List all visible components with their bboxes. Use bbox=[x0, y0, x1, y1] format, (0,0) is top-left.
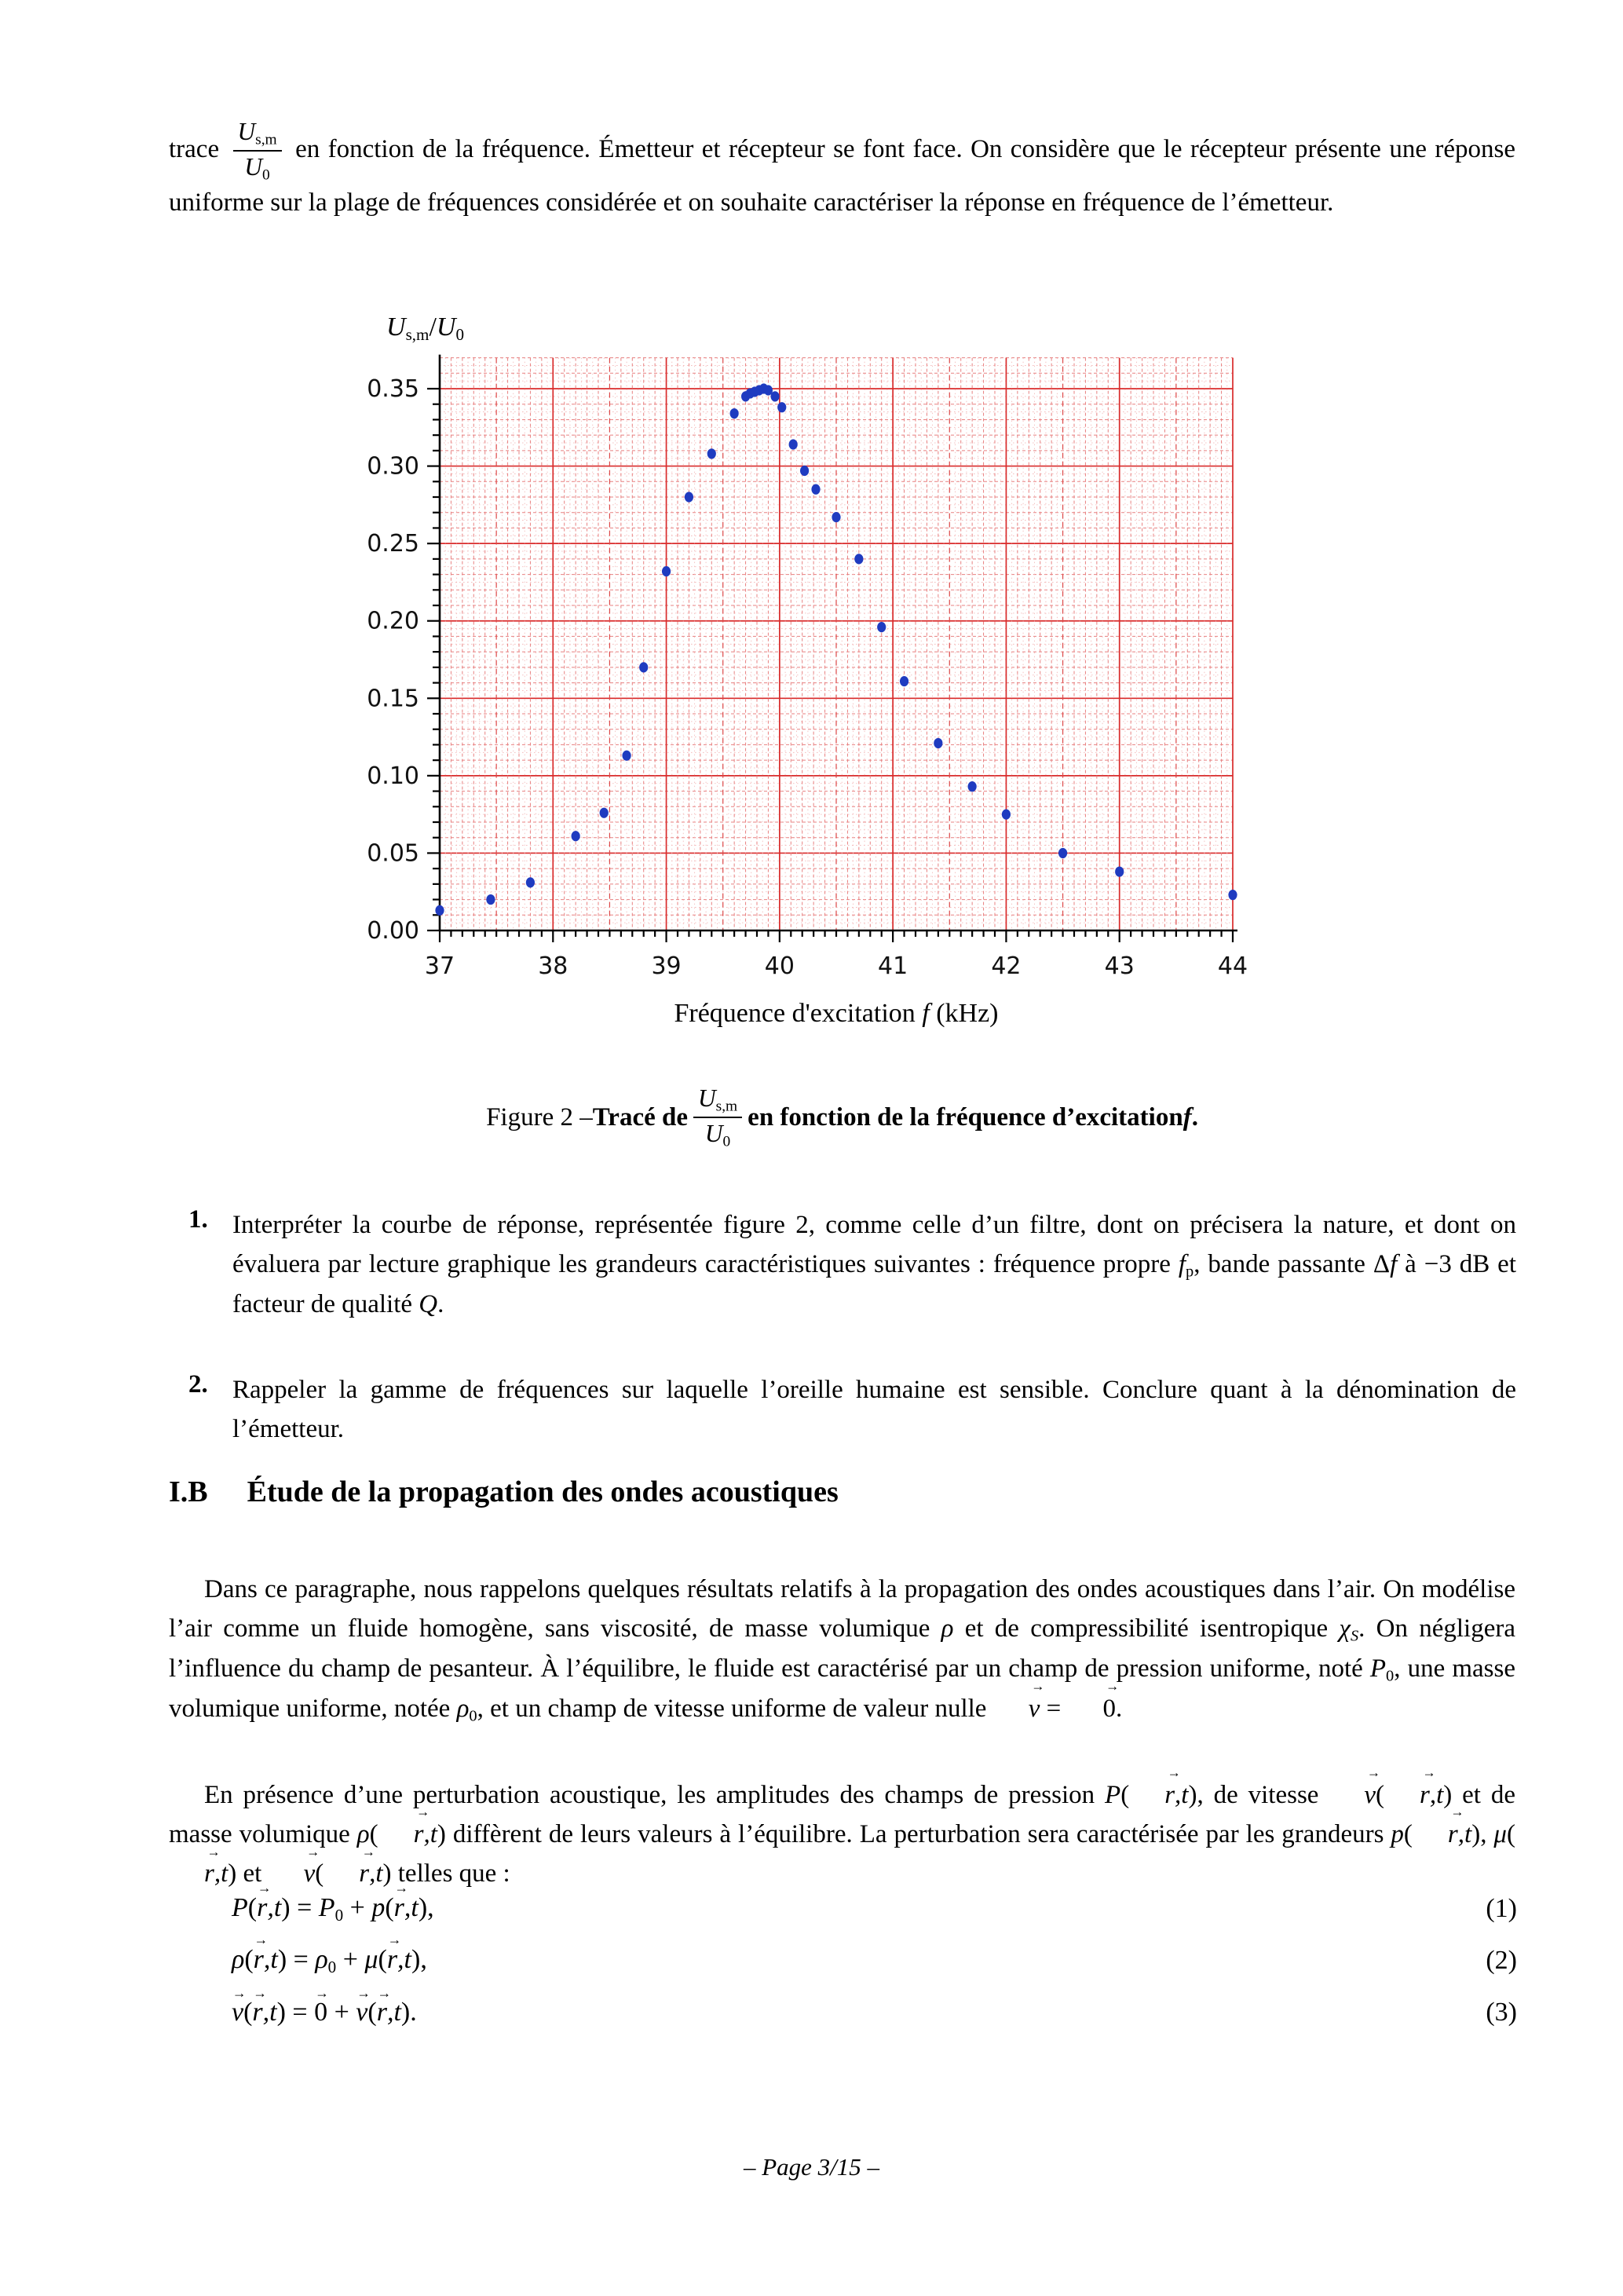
data-point bbox=[526, 877, 535, 887]
text-run: ( bbox=[315, 1859, 324, 1888]
question-text bbox=[232, 1370, 1516, 1449]
text-run: ,t bbox=[1429, 1781, 1444, 1809]
data-point bbox=[968, 781, 977, 792]
text-run: ( bbox=[1507, 1820, 1515, 1849]
data-point bbox=[486, 894, 495, 905]
text-run: ,t bbox=[263, 1944, 278, 1974]
data-point bbox=[854, 554, 863, 564]
text-run: . bbox=[1115, 1694, 1123, 1723]
text-run: diffèrent de leurs valeurs à l’équilibre. La perturbation sera caractérisée par les grandeurs bbox=[445, 1820, 1391, 1849]
text-run: ρ bbox=[315, 1944, 328, 1974]
x-tick-label: 41 bbox=[878, 952, 908, 980]
text-run: U bbox=[386, 313, 406, 342]
data-point bbox=[1002, 810, 1011, 820]
text-run: 0 bbox=[455, 324, 464, 344]
text-run: ,t bbox=[262, 1998, 277, 2027]
text-run: en fonction de la fréquence. Émetteur et récepteur se font face. On considère que le récepteur présente une réponse uniforme sur la plage de fréquences considérée et on souhaite caractériser la réponse en fréquence de l’émetteur. bbox=[169, 135, 1515, 217]
text-run: S bbox=[1350, 1627, 1359, 1645]
text-run: U bbox=[237, 118, 256, 145]
text-run: + bbox=[327, 1998, 356, 2027]
fraction bbox=[693, 1085, 742, 1150]
text-run: 0 → bbox=[1067, 1689, 1116, 1728]
text-run: 0 bbox=[469, 1707, 477, 1725]
text-run: ,t bbox=[369, 1859, 383, 1888]
text-run: Rappeler la gamme de fréquences sur laquelle l’oreille humaine est sensible. Conclure quant à la dénomination de l’émetteur. bbox=[232, 1376, 1516, 1444]
text-run: . bbox=[1191, 1102, 1198, 1132]
equation-body bbox=[232, 1893, 434, 1925]
text-run: r → bbox=[324, 1854, 369, 1893]
text-run: ( bbox=[1375, 1781, 1384, 1809]
data-point bbox=[600, 808, 609, 818]
text-run: f bbox=[1183, 1102, 1192, 1132]
text-run: 0 bbox=[334, 1905, 344, 1925]
figure-chart bbox=[338, 306, 1319, 989]
data-point bbox=[800, 466, 809, 476]
y-tick-label: 0.25 bbox=[367, 530, 419, 558]
text-run: En présence d’une perturbation acoustique, les amplitudes des champs de pression bbox=[204, 1781, 1106, 1809]
text-run: en fonction de la fréquence d’excitation bbox=[748, 1102, 1183, 1132]
x-tick-label: 38 bbox=[538, 952, 568, 980]
data-point bbox=[1058, 848, 1067, 858]
data-point bbox=[685, 492, 693, 502]
section-number: I.B bbox=[169, 1475, 208, 1508]
x-tick-label: 39 bbox=[651, 952, 682, 980]
text-run: trace bbox=[169, 135, 228, 163]
text-run: s,m bbox=[715, 1098, 738, 1115]
text-run: f bbox=[922, 999, 930, 1028]
data-point bbox=[707, 448, 716, 459]
text-run: r → bbox=[1384, 1775, 1430, 1815]
text-run: ), bbox=[418, 1892, 434, 1922]
equation-label: (1) bbox=[1486, 1894, 1517, 1923]
data-point bbox=[639, 662, 648, 672]
text-run: v → bbox=[993, 1689, 1040, 1728]
text-run: r → bbox=[257, 1893, 267, 1923]
text-run: ( bbox=[1403, 1820, 1413, 1849]
section-title: Étude de la propagation des ondes acoustiques bbox=[247, 1475, 839, 1508]
equation-2 bbox=[232, 1935, 1517, 1987]
text-run: , de vitesse bbox=[1197, 1781, 1329, 1809]
question-text bbox=[232, 1205, 1516, 1324]
data-point bbox=[730, 408, 739, 419]
text-run: ) bbox=[1443, 1781, 1453, 1809]
text-run: f bbox=[1178, 1250, 1186, 1279]
text-run: ,t bbox=[423, 1820, 437, 1849]
x-tick-label: 43 bbox=[1104, 952, 1135, 980]
question-2 bbox=[188, 1370, 1516, 1449]
text-run: ) = bbox=[281, 1892, 319, 1922]
x-tick-label: 44 bbox=[1217, 952, 1248, 980]
text-run: Q bbox=[419, 1289, 438, 1318]
text-run: r → bbox=[1129, 1775, 1175, 1815]
equation-label: (3) bbox=[1486, 1998, 1517, 2027]
x-tick-label: 37 bbox=[424, 952, 455, 980]
x-axis-label bbox=[338, 999, 1335, 1029]
figure-caption bbox=[169, 1085, 1515, 1150]
text-run: r → bbox=[387, 1945, 397, 1975]
equation-1 bbox=[232, 1883, 1517, 1935]
text-run: . bbox=[437, 1289, 444, 1318]
text-run: r → bbox=[378, 1815, 424, 1854]
x-tick-label: 42 bbox=[991, 952, 1022, 980]
text-run: v → bbox=[232, 1998, 243, 2027]
y-tick-label: 0.20 bbox=[367, 607, 419, 635]
text-run: 0 bbox=[1386, 1667, 1395, 1685]
text-run: (kHz) bbox=[929, 999, 999, 1028]
data-point bbox=[770, 391, 779, 401]
equation-body bbox=[232, 1998, 417, 2027]
text-run: r → bbox=[252, 1998, 262, 2027]
y-tick-label: 0.35 bbox=[367, 375, 419, 404]
y-tick-label: 0.00 bbox=[367, 917, 419, 945]
text-run: ( bbox=[247, 1892, 258, 1922]
data-point bbox=[877, 622, 886, 632]
page-footer: – Page 3/15 – bbox=[743, 2153, 880, 2181]
data-point bbox=[1115, 866, 1124, 876]
text-run: ρ bbox=[456, 1694, 470, 1723]
text-run: , une masse volumique uniforme, notée bbox=[169, 1654, 1515, 1723]
text-run: ) bbox=[382, 1859, 392, 1888]
y-tick-label: 0.10 bbox=[367, 762, 419, 790]
text-run: p bbox=[371, 1892, 386, 1922]
text-run: . On négligera l’influence du champ de pesanteur. À l’équilibre, le fluide est caractérisé par un champ de pression uniforme, noté bbox=[169, 1614, 1515, 1683]
data-point bbox=[934, 738, 942, 748]
text-run: ) bbox=[228, 1859, 237, 1888]
text-run: + bbox=[336, 1944, 365, 1974]
data-point bbox=[811, 484, 820, 495]
equation-body bbox=[232, 1945, 427, 1977]
text-run: Figure 2 – bbox=[486, 1102, 593, 1132]
text-run: / bbox=[429, 313, 437, 342]
text-run: ) = bbox=[276, 1998, 315, 2027]
text-run: p bbox=[1186, 1263, 1194, 1281]
text-run: P bbox=[1105, 1781, 1121, 1809]
text-run: ,t bbox=[214, 1859, 228, 1888]
text-run: ( bbox=[378, 1944, 387, 1974]
paragraph-acoustics-1 bbox=[169, 1570, 1515, 1729]
text-run: , et un champ de vitesse uniforme de valeur nulle bbox=[477, 1694, 993, 1723]
text-run: 0 bbox=[262, 166, 270, 184]
data-point bbox=[622, 751, 631, 761]
text-run: μ bbox=[364, 1944, 378, 1974]
text-run: s,m bbox=[405, 324, 430, 344]
text-run: U bbox=[436, 313, 456, 342]
data-point bbox=[435, 905, 444, 916]
question-number: 1. bbox=[188, 1205, 208, 1234]
text-run: ( bbox=[243, 1998, 253, 2027]
text-run: ,t bbox=[397, 1944, 411, 1974]
text-run: Interpréter la courbe de réponse, représentée figure 2, comme celle d’un filtre, dont on précisera la nature, et dont on évaluera par lecture graphique les grandeurs caractéristiques suivantes : fréquence propre bbox=[232, 1211, 1516, 1279]
text-run: v → bbox=[356, 1998, 367, 2027]
fraction bbox=[233, 119, 282, 184]
text-run: r → bbox=[254, 1945, 264, 1975]
response-curve-chart bbox=[338, 306, 1319, 989]
text-run: ,t bbox=[1175, 1781, 1189, 1809]
text-run: μ bbox=[1493, 1820, 1507, 1849]
text-run: P bbox=[232, 1892, 248, 1922]
x-tick-label: 40 bbox=[764, 952, 795, 980]
text-run: ,t bbox=[386, 1998, 401, 2027]
text-run: f bbox=[1390, 1250, 1398, 1279]
section-heading bbox=[169, 1475, 839, 1509]
text-run: ρ bbox=[356, 1820, 370, 1849]
text-run: U bbox=[704, 1120, 723, 1148]
text-run: P bbox=[318, 1892, 335, 1922]
equation-label: (2) bbox=[1486, 1946, 1517, 1975]
text-run: 0 bbox=[722, 1133, 731, 1150]
text-run: = bbox=[1040, 1694, 1068, 1723]
text-run: ( bbox=[369, 1820, 378, 1849]
y-tick-label: 0.05 bbox=[367, 839, 419, 868]
text-run: Tracé de bbox=[592, 1102, 688, 1132]
text-run: r → bbox=[1413, 1815, 1458, 1854]
data-point bbox=[662, 566, 671, 576]
text-run: ρ bbox=[941, 1614, 954, 1643]
text-run: + bbox=[343, 1892, 372, 1922]
equation-block bbox=[232, 1883, 1517, 2038]
text-run: s,m bbox=[255, 131, 277, 148]
text-run: ,t bbox=[267, 1892, 282, 1922]
text-run: v → bbox=[1329, 1775, 1376, 1815]
text-run: Fréquence d'excitation bbox=[674, 999, 923, 1028]
question-number: 2. bbox=[188, 1370, 208, 1398]
text-run: ( bbox=[244, 1944, 254, 1974]
text-run: ) bbox=[1188, 1781, 1197, 1809]
text-run: ,t bbox=[1457, 1820, 1472, 1849]
text-run: χ bbox=[1339, 1614, 1351, 1643]
text-run: ρ bbox=[232, 1944, 245, 1974]
text-run: P bbox=[1369, 1654, 1387, 1683]
data-point bbox=[900, 676, 908, 686]
text-run: à −3 dB et facteur de qualité bbox=[232, 1250, 1516, 1318]
text-run: p bbox=[1391, 1820, 1404, 1849]
text-run: ( bbox=[1120, 1781, 1130, 1809]
text-run: ,t bbox=[404, 1892, 419, 1922]
text-run: v → bbox=[269, 1854, 316, 1893]
text-run: telles que : bbox=[391, 1859, 510, 1888]
text-run: r → bbox=[394, 1893, 404, 1923]
text-run: et de compressibilité isentropique bbox=[953, 1614, 1340, 1643]
text-run: U bbox=[698, 1084, 716, 1112]
intro-paragraph bbox=[169, 119, 1515, 222]
text-run: ), bbox=[411, 1944, 427, 1974]
text-run: r → bbox=[169, 1854, 214, 1893]
text-run: ( bbox=[367, 1998, 377, 2027]
text-run: , bande passante Δ bbox=[1193, 1250, 1391, 1279]
text-run: Dans ce paragraphe, nous rappelons quelques résultats relatifs à la propagation des ondes acoustiques dans l’air. On modélise l’air comme un fluide homogène, sans viscosité, de masse volumique bbox=[169, 1575, 1515, 1643]
text-run: et bbox=[236, 1859, 269, 1888]
data-point bbox=[832, 512, 840, 522]
question-1 bbox=[188, 1205, 1516, 1324]
text-run: ) bbox=[437, 1820, 446, 1849]
data-point bbox=[789, 439, 798, 449]
y-tick-label: 0.15 bbox=[367, 685, 419, 713]
text-run: U bbox=[244, 153, 263, 181]
text-run: et de masse volumique bbox=[169, 1781, 1515, 1849]
paragraph-acoustics-2 bbox=[169, 1775, 1515, 1893]
text-run: ) bbox=[1471, 1820, 1481, 1849]
equation-3 bbox=[232, 1987, 1517, 2038]
text-run: 0 bbox=[327, 1957, 337, 1976]
text-run: ( bbox=[385, 1892, 394, 1922]
text-run: 0 → bbox=[314, 1998, 327, 2027]
y-tick-label: 0.30 bbox=[367, 452, 419, 481]
data-point bbox=[572, 831, 580, 841]
text-run: ). bbox=[400, 1998, 417, 2027]
text-run: r → bbox=[377, 1998, 387, 2027]
data-point bbox=[1228, 890, 1237, 900]
text-run: ) = bbox=[277, 1944, 316, 1974]
data-point bbox=[777, 402, 786, 412]
text-run: , bbox=[1480, 1820, 1494, 1849]
